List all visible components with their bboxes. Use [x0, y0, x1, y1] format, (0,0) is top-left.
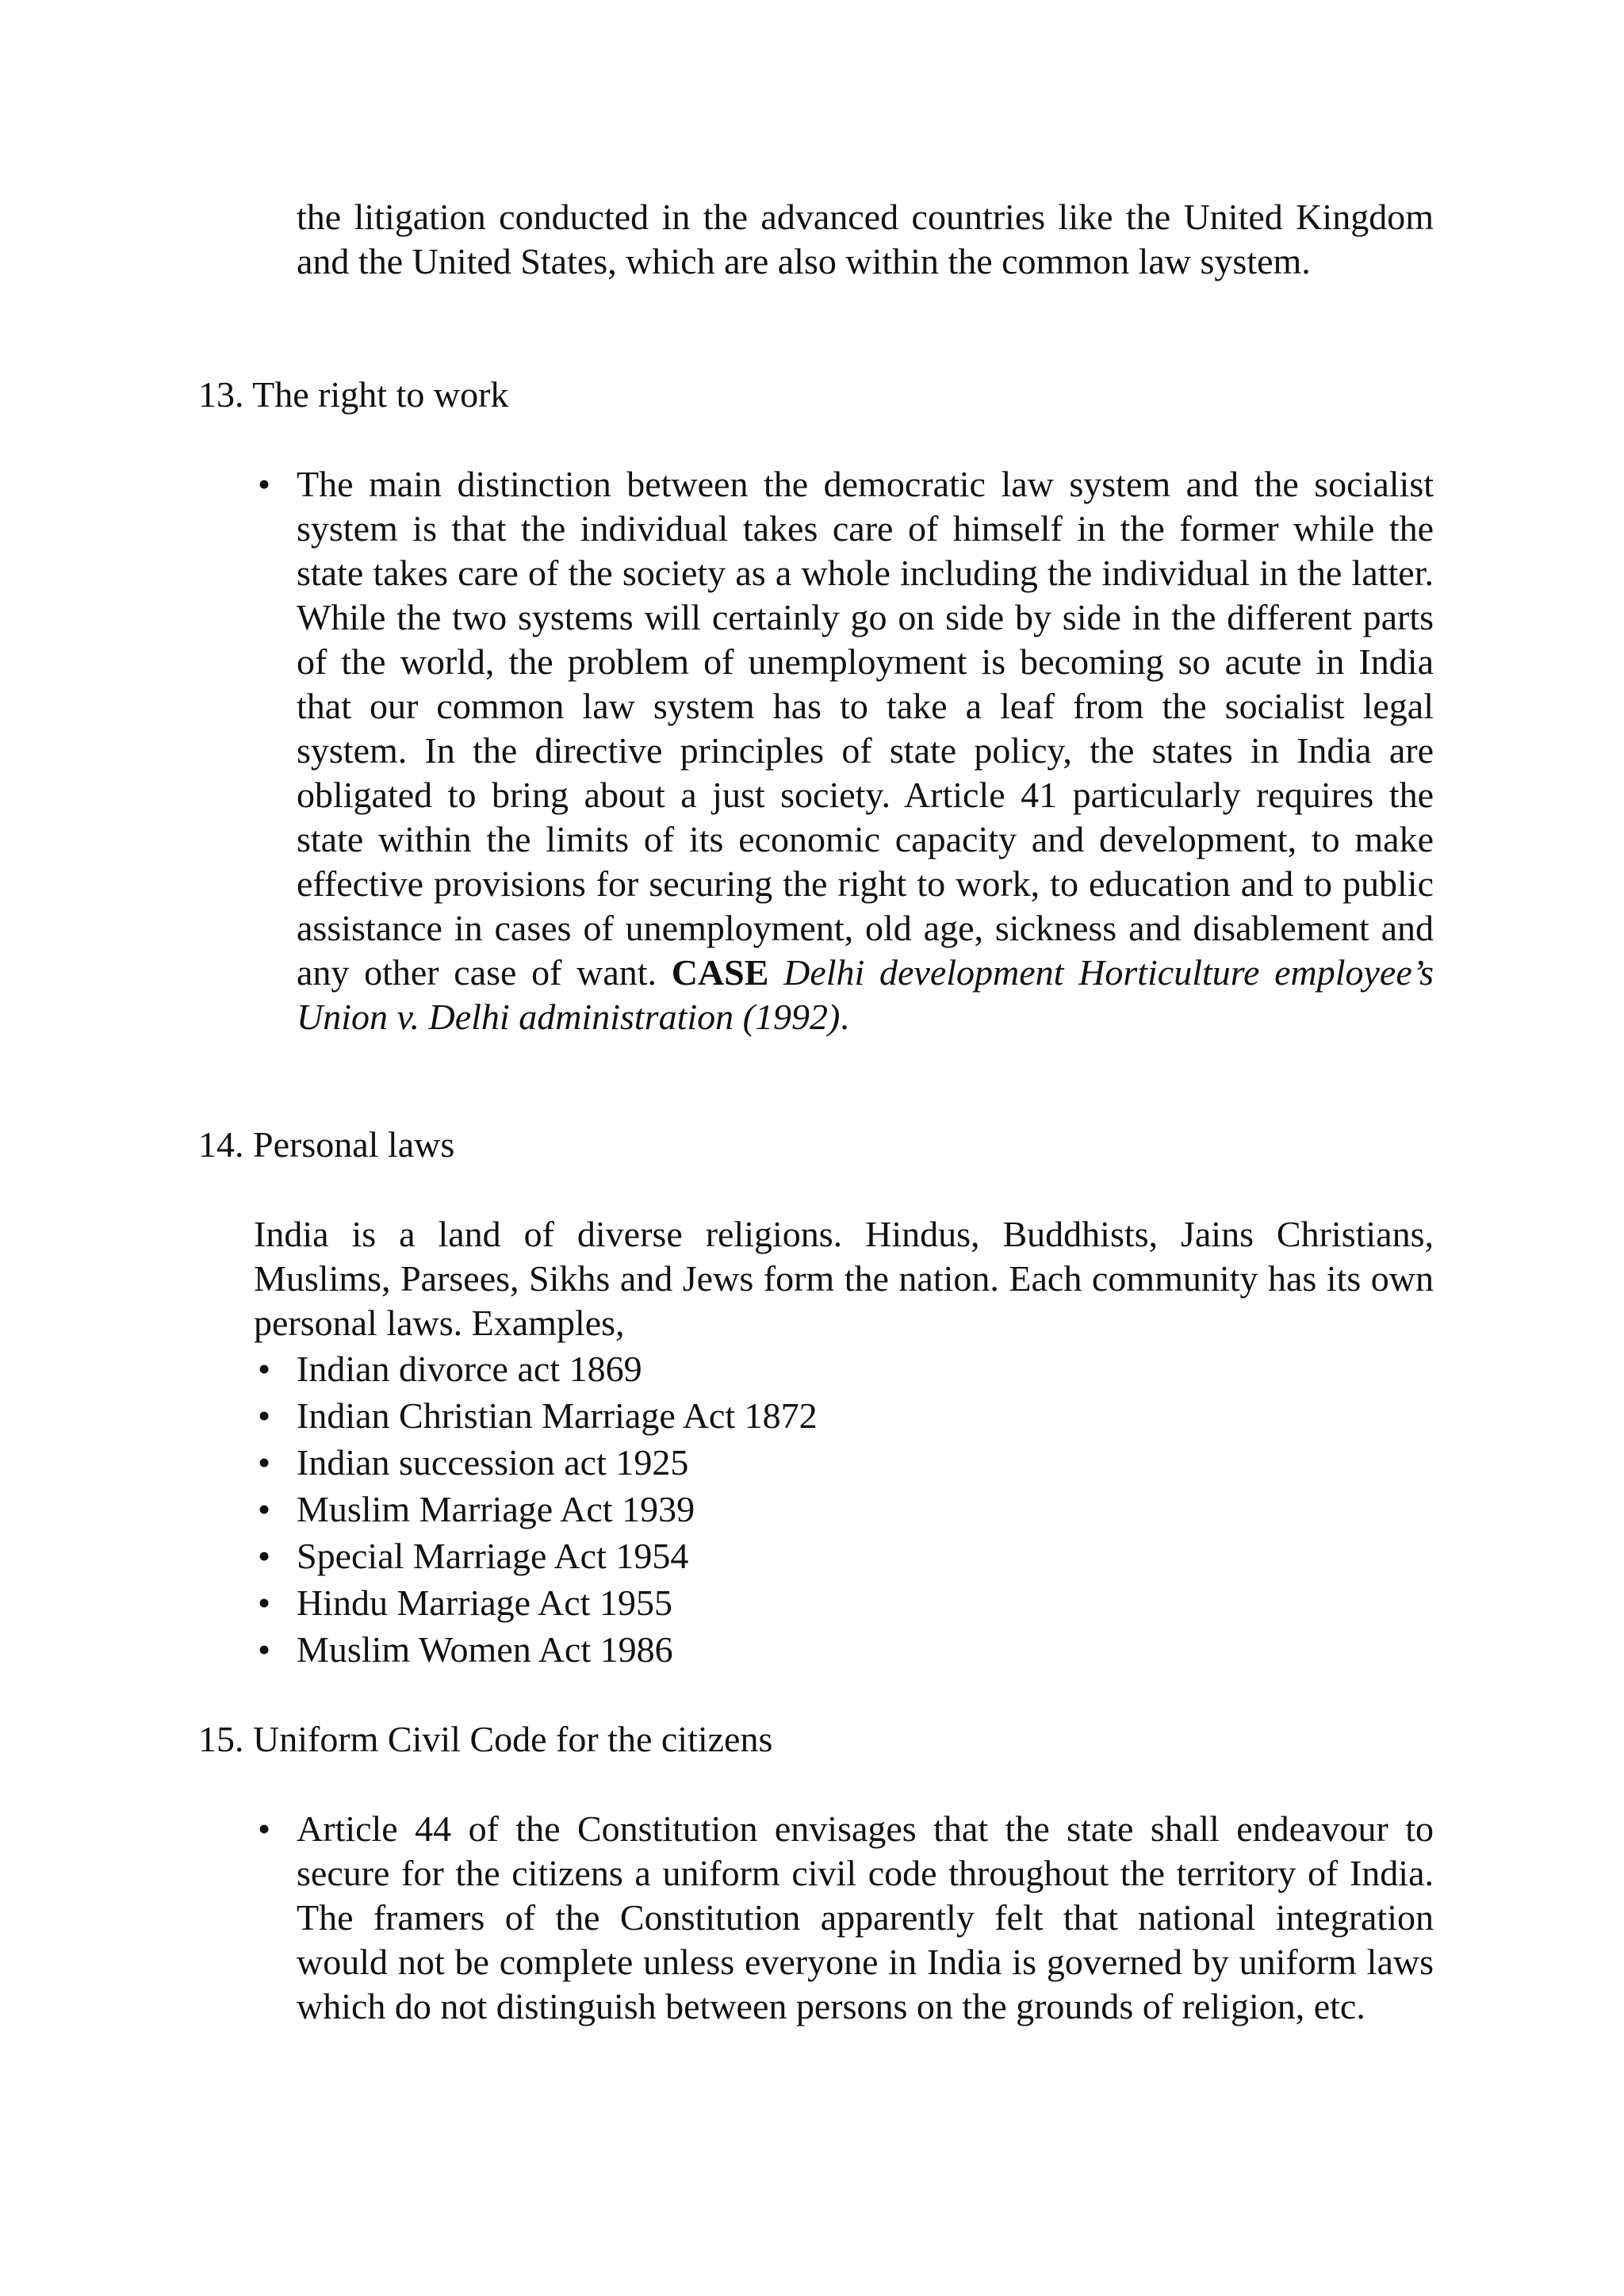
continuation-paragraph: the litigation conducted in the advanced countries like the United Kingdom and the United States, which are also within the common law system. [297, 197, 1434, 281]
bullet-icon: • [257, 1349, 271, 1389]
section-13-bullet [257, 462, 1434, 1039]
list-item [257, 1441, 1434, 1485]
bullet-icon: • [257, 1808, 271, 1849]
bullet-icon: • [257, 1395, 271, 1436]
section-15-bullet [257, 1807, 1434, 2029]
list-item-text: Hindu Marriage Act 1955 [297, 1582, 672, 1623]
list-item-text: Muslim Women Act 1986 [297, 1629, 673, 1670]
bullet-icon: • [257, 1489, 271, 1529]
list-item-text: Special Marriage Act 1954 [297, 1536, 689, 1576]
list-item-text: Indian succession act 1925 [297, 1442, 689, 1483]
case-end: . [840, 997, 849, 1037]
case-name: Delhi development Horticulture employee’s Union v. Delhi administration (1992) [297, 952, 1434, 1037]
section-15-bullet-text: Article 44 of the Constitution envisages that the state shall endeavour to secure for the citizens a uniform civil code throughout the territory of India. The framers of the Constitution apparently felt that national integration would not be complete unless everyone in India is governed by uniform laws which do not distinguish between persons on the grounds of religion, etc. [297, 1808, 1434, 2026]
bullet-icon: • [257, 1629, 271, 1670]
case-label: CASE [671, 952, 769, 993]
bullet-icon: • [257, 1582, 271, 1623]
bullet-icon: • [257, 1442, 271, 1483]
section-13-heading: 13. The right to work [198, 374, 509, 415]
list-item-text: Indian divorce act 1869 [297, 1349, 642, 1389]
list-item-text: Muslim Marriage Act 1939 [297, 1489, 695, 1529]
section-15-heading: 15. Uniform Civil Code for the citizens [198, 1719, 773, 1759]
bullet-icon: • [257, 464, 271, 504]
section-14-heading: 14. Personal laws [198, 1124, 455, 1165]
bullet-icon: • [257, 1536, 271, 1576]
list-item [257, 1487, 1434, 1532]
list-item [257, 1394, 1434, 1438]
section-13-bullet-text: The main distinction between the democratic law system and the socialist system is that the individual takes care of himself in the former while the state takes care of the society as a whole including the individual in the latter. While the two systems will certainly go on side by side in the different parts of the world, the problem of unemployment is becoming so acute in India that our common law system has to take a leaf from the socialist legal system. In the directive principles of state policy, the states in India are obligated to bring about a just society. Article 41 particularly requires the state within the limits of its economic capacity and development, to make effective provisions for securing the right to work, to education and to public assistance in cases of unemployment, old age, sickness and disablement and any other case of want. [297, 464, 1434, 993]
list-item [257, 1581, 1434, 1625]
list-item-text: Indian Christian Marriage Act 1872 [297, 1395, 818, 1436]
list-item [257, 1628, 1434, 1672]
list-item [257, 1534, 1434, 1578]
section-14-intro: India is a land of diverse religions. Hindus, Buddhists, Jains Christians, Muslims, Parsees, Sikhs and Jews form the nation. Each community has its own personal laws. Examples, [254, 1214, 1434, 1343]
list-item [257, 1347, 1434, 1391]
